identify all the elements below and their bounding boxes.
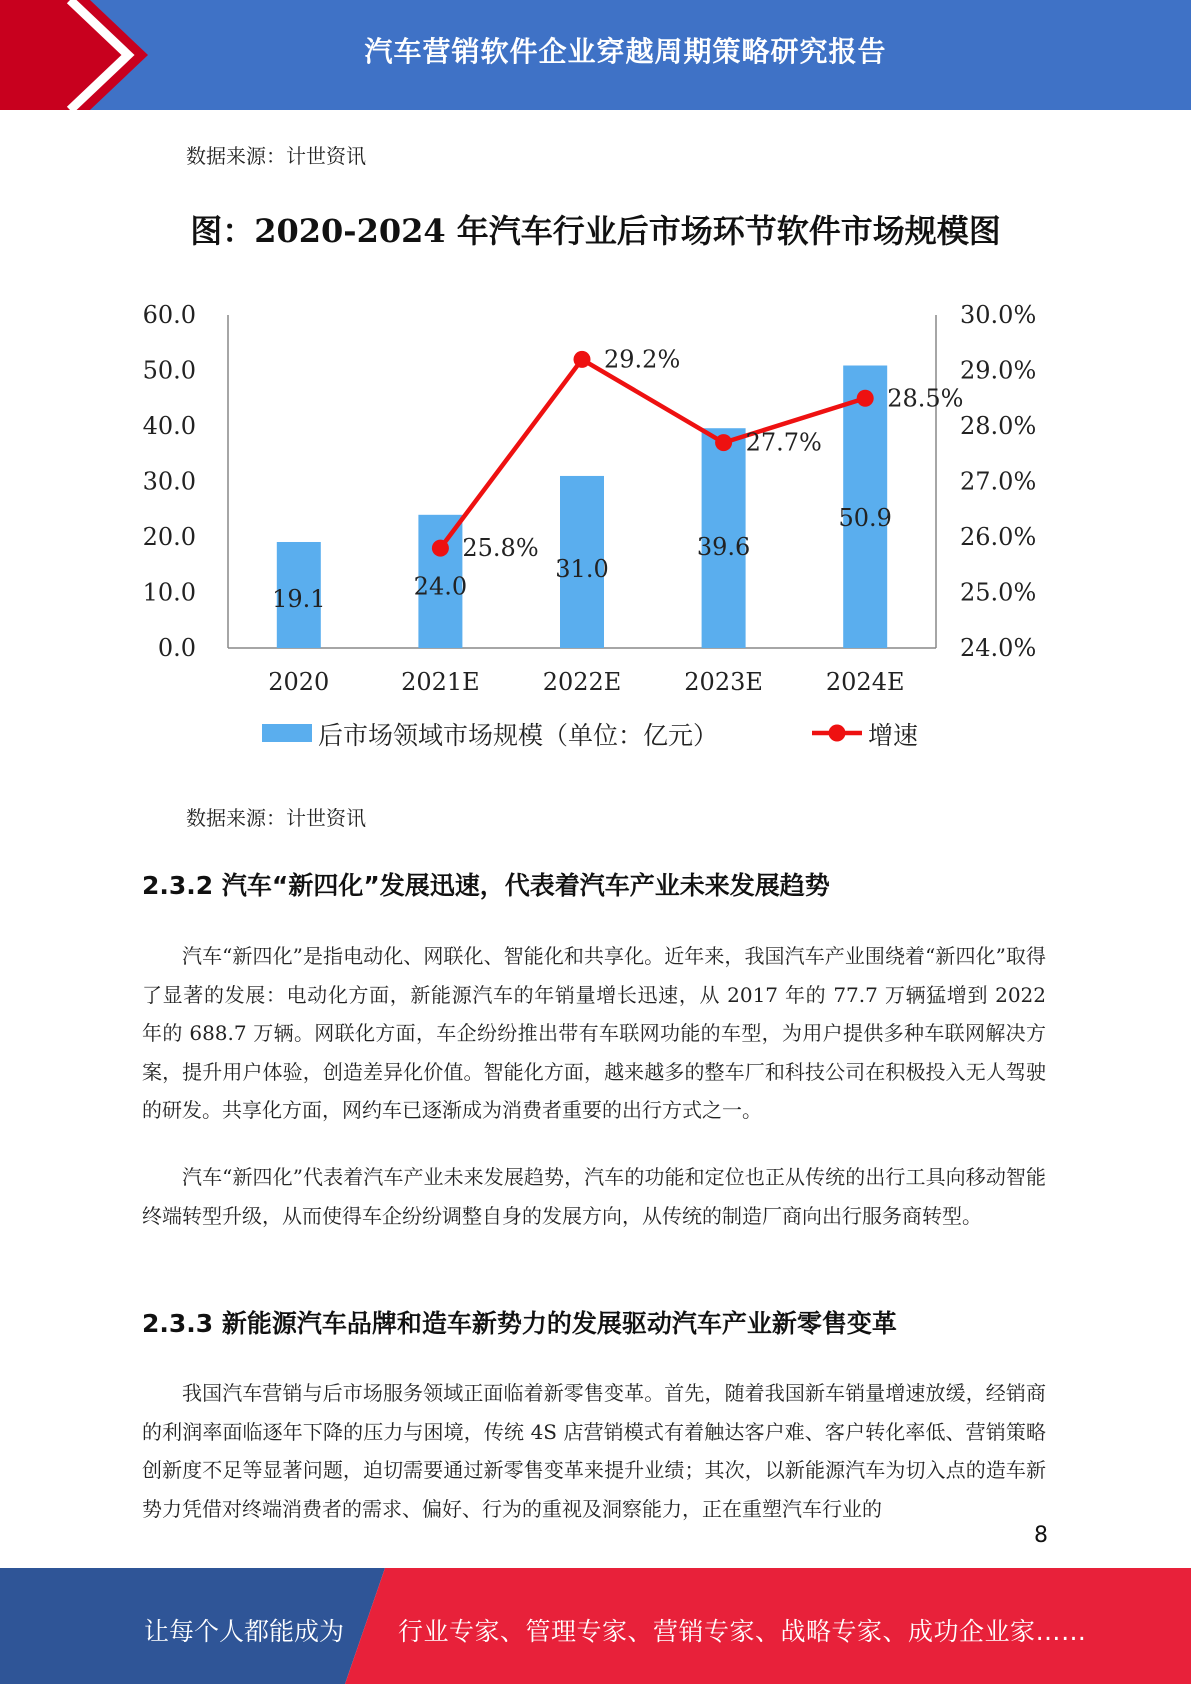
- y-right-tick-label: 30.0%: [960, 301, 1037, 329]
- line-point: [715, 434, 732, 451]
- data-source-top: 数据来源：计世资讯: [186, 144, 366, 168]
- y-left-tick-label: 30.0: [142, 467, 196, 496]
- y-right-tick-label: 24.0%: [960, 634, 1037, 662]
- chart-legend: [262, 721, 918, 750]
- y-left-tick-label: 60.0: [142, 301, 196, 329]
- footer-slogan-right: 行业专家、管理专家、营销专家、战略专家、成功企业家……: [398, 1617, 1087, 1646]
- bar-series: [272, 366, 892, 648]
- x-tick-label: 2023E: [684, 668, 763, 696]
- y-left-tick-label: 10.0: [142, 578, 196, 607]
- data-source-bottom: 数据来源：计世资讯: [186, 806, 366, 830]
- y-right-tick-label: 29.0%: [960, 356, 1037, 385]
- header-title: 汽车营销软件企业穿越周期策略研究报告: [364, 35, 887, 68]
- bar-data-label: 50.9: [838, 504, 892, 533]
- paragraph-future-trend: 汽车“新四化”代表着汽车产业未来发展趋势，汽车的功能和定位也正从传统的出行工具向移动智能终端转型升级，从而使得车企纷纷调整自身的发展方向，从传统的制造厂商向出行服务商转型。: [142, 1165, 1046, 1228]
- chart-title: 图：2020-2024 年汽车行业后市场环节软件市场规模图: [190, 212, 1001, 250]
- y-right-tick-label: 25.0%: [960, 578, 1037, 607]
- legend-line-marker: [829, 725, 846, 742]
- paragraph-new-four-modernizations: 汽车“新四化”是指电动化、网联化、智能化和共享化。近年来，我国汽车产业围绕着“新四化”取得了显著的发展：电动化方面，新能源汽车的年销量增长迅速，从 2017 年的 77.7 万辆猛增到 2022 年的 688.7 万辆。网联化方面，车企纷纷推出带有车联网功能的车型，为用户提供多种车联网解决方案，提升用户体验，创造差异化价值。智能化方面，越来越多的整车厂和科技公司在积极投入无人驾驶的研发。共享化方面，网约车已逐渐成为消费者重要的出行方式之一。: [142, 944, 1046, 1122]
- market-size-chart: [0, 280, 1191, 760]
- y-right-tick-label: 27.0%: [960, 467, 1037, 496]
- line-data-label: 25.8%: [462, 534, 539, 563]
- y-left-tick-label: 40.0: [142, 412, 196, 440]
- line-data-label: 29.2%: [604, 345, 681, 374]
- page-number: 8: [1034, 1523, 1048, 1548]
- line-data-label: 28.5%: [887, 384, 964, 413]
- legend-line-label: 增速: [868, 721, 919, 750]
- x-tick-label: 2020: [268, 668, 330, 696]
- legend-bar-label: 后市场领域市场规模（单位：亿元）: [318, 721, 719, 750]
- y-right-tick-label: 26.0%: [960, 523, 1037, 551]
- bar-data-label: 31.0: [555, 554, 609, 583]
- line-point: [432, 540, 449, 557]
- bar-data-label: 19.1: [272, 585, 326, 614]
- y-left-tick-label: 50.0: [142, 356, 196, 385]
- paragraph-new-retail: 我国汽车营销与后市场服务领域正面临着新零售变革。首先，随着我国新车销量增速放缓，经销商的利润率面临逐年下降的压力与困境，传统 4S 店营销模式有着触达客户难、客户转化率低、营销策略创新度不足等显著问题，迫切需要通过新零售变革来提升业绩；其次，以新能源汽车为切入点的造车新势力凭借对终端消费者的需求、偏好、行为的重视及洞察能力，正在重塑汽车行业的: [142, 1381, 1046, 1521]
- line-data-label: 27.7%: [745, 428, 822, 457]
- page-header: [0, 0, 1191, 110]
- line-point: [574, 351, 591, 368]
- y-left-tick-label: 20.0: [142, 523, 196, 551]
- section-heading-2-3-2: 2.3.2 汽车“新四化”发展迅速，代表着汽车产业未来发展趋势: [142, 871, 830, 900]
- line-point: [857, 390, 874, 407]
- page-footer: [0, 1568, 1191, 1684]
- x-tick-label: 2024E: [825, 668, 905, 696]
- x-tick-label: 2022E: [542, 668, 622, 696]
- x-tick-label: 2021E: [401, 668, 480, 696]
- footer-slogan-left: 让每个人都能成为: [144, 1617, 345, 1646]
- section-heading-2-3-3: 2.3.3 新能源汽车品牌和造车新势力的发展驱动汽车产业新零售变革: [142, 1309, 897, 1338]
- y-right-tick-label: 28.0%: [960, 412, 1037, 440]
- bar-data-label: 24.0: [413, 572, 468, 601]
- legend-bar-swatch: [262, 724, 312, 742]
- y-left-tick-label: 0.0: [157, 634, 196, 662]
- bar-data-label: 39.6: [696, 532, 751, 561]
